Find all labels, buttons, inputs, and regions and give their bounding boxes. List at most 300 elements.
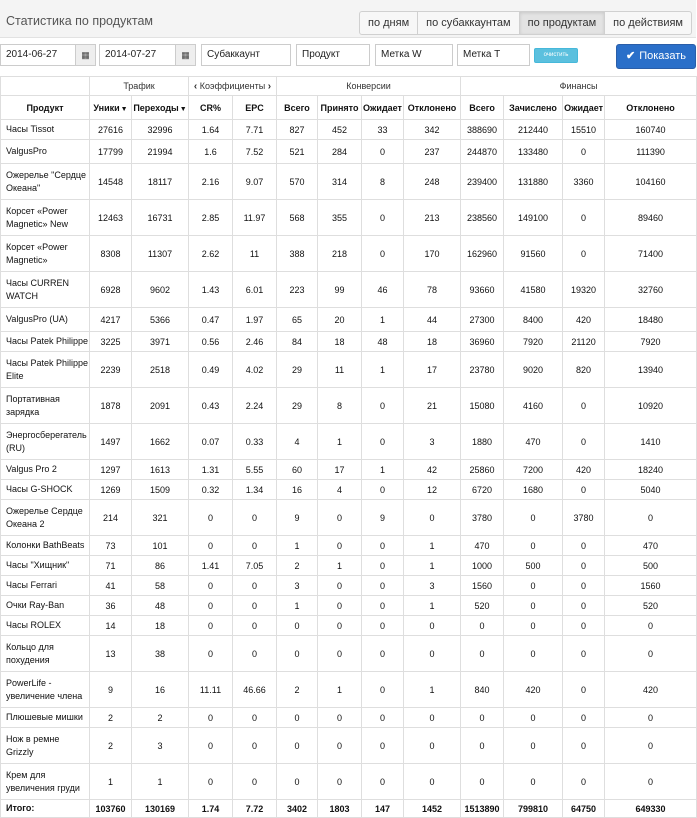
value-cell: 60 (277, 460, 318, 480)
value-cell: 0 (233, 708, 277, 728)
value-cell: 0 (605, 500, 697, 536)
value-cell: 500 (605, 556, 697, 576)
value-cell: 7.71 (233, 120, 277, 140)
product-name-cell: Очки Ray-Ban (1, 596, 90, 616)
table-body (1, 120, 697, 800)
value-cell: 1 (404, 536, 461, 556)
value-cell: 0 (277, 728, 318, 764)
value-cell: 0 (189, 728, 233, 764)
value-cell: 420 (504, 672, 563, 708)
value-cell: 36960 (461, 332, 504, 352)
value-cell: 213 (404, 200, 461, 236)
table-row (1, 120, 697, 140)
value-cell: 0 (404, 500, 461, 536)
show-button[interactable] (616, 44, 696, 69)
value-cell: 0 (563, 596, 605, 616)
value-cell: 0 (563, 480, 605, 500)
value-cell: 0 (504, 764, 563, 800)
value-cell: 3 (404, 424, 461, 460)
col-fin-credited[interactable]: Зачислено (504, 96, 563, 120)
table-row (1, 556, 697, 576)
value-cell: 0 (362, 388, 404, 424)
value-cell: 0 (362, 236, 404, 272)
total-cell: 7.72 (233, 800, 277, 818)
value-cell: 2 (90, 728, 132, 764)
tab-by-days[interactable]: по дням (359, 11, 418, 35)
value-cell: 1 (277, 596, 318, 616)
value-cell: 0 (362, 728, 404, 764)
col-conv-accepted[interactable]: Принято (318, 96, 362, 120)
value-cell: 19320 (563, 272, 605, 308)
value-cell: 46 (362, 272, 404, 308)
value-cell: 1 (404, 596, 461, 616)
table-row (1, 480, 697, 500)
value-cell: 0 (233, 728, 277, 764)
value-cell: 16 (132, 672, 189, 708)
value-cell: 11307 (132, 236, 189, 272)
value-cell: 1.43 (189, 272, 233, 308)
value-cell: 0 (318, 764, 362, 800)
value-cell: 0 (189, 764, 233, 800)
col-uniques[interactable] (90, 96, 132, 120)
value-cell: 0 (605, 708, 697, 728)
col-fin-total[interactable]: Всего (461, 96, 504, 120)
table-row (1, 200, 697, 236)
value-cell: 0 (605, 636, 697, 672)
table-row (1, 332, 697, 352)
product-name-cell: ValgusPro (UA) (1, 308, 90, 332)
subaccount-input[interactable]: Субаккаунт (201, 44, 291, 66)
total-cell: 64750 (563, 800, 605, 818)
value-cell: 0 (404, 616, 461, 636)
value-cell: 25860 (461, 460, 504, 480)
value-cell: 0.47 (189, 308, 233, 332)
group-conversions: Конверсии (277, 77, 461, 96)
clear-button[interactable]: очистить (534, 48, 578, 63)
value-cell: 0 (318, 500, 362, 536)
column-header-row (1, 96, 697, 120)
value-cell: 15080 (461, 388, 504, 424)
value-cell: 0 (563, 536, 605, 556)
value-cell: 0 (189, 500, 233, 536)
value-cell: 0 (362, 200, 404, 236)
total-cell: 1803 (318, 800, 362, 818)
product-name-cell: Нож в ремне Grizzly (1, 728, 90, 764)
stats-table (0, 76, 697, 818)
value-cell: 14548 (90, 164, 132, 200)
value-cell: 0 (318, 596, 362, 616)
group-header-row (1, 77, 697, 96)
sort-desc-icon: ▼ (179, 105, 187, 113)
value-cell: 9602 (132, 272, 189, 308)
value-cell: 0 (563, 672, 605, 708)
value-cell: 18240 (605, 460, 697, 480)
value-cell: 0 (362, 764, 404, 800)
value-cell: 38 (132, 636, 189, 672)
value-cell: 78 (404, 272, 461, 308)
value-cell: 0 (233, 576, 277, 596)
value-cell: 237 (404, 140, 461, 164)
value-cell: 44 (404, 308, 461, 332)
value-cell: 7.52 (233, 140, 277, 164)
product-name-cell: Крем для увеличения груди (1, 764, 90, 800)
value-cell: 0 (563, 424, 605, 460)
product-input[interactable]: Продукт (296, 44, 370, 66)
value-cell: 5.55 (233, 460, 277, 480)
value-cell: 23780 (461, 352, 504, 388)
value-cell: 93660 (461, 272, 504, 308)
total-cell: 1513890 (461, 800, 504, 818)
value-cell: 0 (504, 728, 563, 764)
value-cell: 21994 (132, 140, 189, 164)
value-cell: 11.11 (189, 672, 233, 708)
col-conv-rejected[interactable]: Отклонено (404, 96, 461, 120)
product-name-cell: Часы Tissot (1, 120, 90, 140)
value-cell: 17 (404, 352, 461, 388)
value-cell: 4 (277, 424, 318, 460)
view-tabs (360, 11, 692, 35)
total-cell: 147 (362, 800, 404, 818)
value-cell: 3780 (563, 500, 605, 536)
product-name-cell: Valgus Pro 2 (1, 460, 90, 480)
value-cell: 3 (132, 728, 189, 764)
value-cell: 20 (318, 308, 362, 332)
table-row (1, 536, 697, 556)
value-cell: 0 (318, 708, 362, 728)
col-conv-pending[interactable]: Ожидает (362, 96, 404, 120)
value-cell: 8 (362, 164, 404, 200)
col-product[interactable]: Продукт (1, 96, 90, 120)
col-clicks-label: Переходы (133, 102, 179, 113)
sort-desc-icon: ▼ (120, 105, 128, 113)
value-cell: 0 (318, 728, 362, 764)
value-cell: 470 (605, 536, 697, 556)
value-cell: 0 (362, 616, 404, 636)
value-cell: 6.01 (233, 272, 277, 308)
value-cell: 0 (362, 480, 404, 500)
value-cell: 1878 (90, 388, 132, 424)
value-cell: 48 (362, 332, 404, 352)
value-cell: 4217 (90, 308, 132, 332)
total-cell: 130169 (132, 800, 189, 818)
value-cell: 0 (605, 616, 697, 636)
value-cell: 71 (90, 556, 132, 576)
value-cell: 71400 (605, 236, 697, 272)
tag-w-input[interactable]: Метка W (375, 44, 453, 66)
value-cell: 0 (318, 576, 362, 596)
value-cell: 0 (189, 636, 233, 672)
value-cell: 160740 (605, 120, 697, 140)
value-cell: 452 (318, 120, 362, 140)
value-cell: 0 (404, 636, 461, 672)
product-name-cell: Энергосберегатель (RU) (1, 424, 90, 460)
table-row (1, 140, 697, 164)
value-cell: 3 (404, 576, 461, 596)
product-name-cell: Корсет «Power Magnetic» New (1, 200, 90, 236)
calendar-icon[interactable]: ▦ (76, 44, 96, 66)
value-cell: 0 (504, 636, 563, 672)
table-row (1, 164, 697, 200)
col-fin-pending[interactable]: Ожидает (563, 96, 605, 120)
value-cell: 1410 (605, 424, 697, 460)
value-cell: 212440 (504, 120, 563, 140)
value-cell: 4160 (504, 388, 563, 424)
table-row (1, 616, 697, 636)
table-row (1, 708, 697, 728)
chevron-right-icon[interactable]: › (267, 80, 272, 92)
value-cell: 342 (404, 120, 461, 140)
tab-by-products[interactable]: по продуктам (519, 11, 606, 35)
value-cell: 520 (461, 596, 504, 616)
value-cell: 0 (563, 708, 605, 728)
value-cell: 8400 (504, 308, 563, 332)
value-cell: 73 (90, 536, 132, 556)
show-button-label: Показать (639, 50, 686, 62)
value-cell: 48 (132, 596, 189, 616)
tab-by-actions[interactable]: по действиям (604, 11, 692, 35)
value-cell: 0 (318, 536, 362, 556)
tag-t-input[interactable]: Метка T (457, 44, 530, 66)
value-cell: 84 (277, 332, 318, 352)
value-cell: 0 (362, 556, 404, 576)
value-cell: 42 (404, 460, 461, 480)
value-cell: 840 (461, 672, 504, 708)
chevron-left-icon[interactable]: ‹ (193, 80, 198, 92)
value-cell: 2.16 (189, 164, 233, 200)
value-cell: 0 (233, 616, 277, 636)
value-cell: 16731 (132, 200, 189, 236)
value-cell: 214 (90, 500, 132, 536)
value-cell: 58 (132, 576, 189, 596)
value-cell: 2 (277, 672, 318, 708)
value-cell: 11 (318, 352, 362, 388)
value-cell: 27300 (461, 308, 504, 332)
value-cell: 0 (563, 200, 605, 236)
value-cell: 1613 (132, 460, 189, 480)
value-cell: 16 (277, 480, 318, 500)
total-cell: 649330 (605, 800, 697, 818)
value-cell: 0 (504, 708, 563, 728)
value-cell: 0 (404, 764, 461, 800)
value-cell: 1560 (461, 576, 504, 596)
value-cell: 0.43 (189, 388, 233, 424)
value-cell: 2 (277, 556, 318, 576)
value-cell: 7200 (504, 460, 563, 480)
product-name-cell: Часы Patek Philippe (1, 332, 90, 352)
value-cell: 10920 (605, 388, 697, 424)
value-cell: 470 (461, 536, 504, 556)
value-cell: 17 (318, 460, 362, 480)
value-cell: 820 (563, 352, 605, 388)
value-cell: 239400 (461, 164, 504, 200)
value-cell: 9 (362, 500, 404, 536)
value-cell: 2 (132, 708, 189, 728)
value-cell: 1269 (90, 480, 132, 500)
value-cell: 0 (362, 424, 404, 460)
value-cell: 1.64 (189, 120, 233, 140)
value-cell: 4 (318, 480, 362, 500)
value-cell: 0 (277, 708, 318, 728)
product-name-cell: Плюшевые мишки (1, 708, 90, 728)
value-cell: 99 (318, 272, 362, 308)
value-cell: 9.07 (233, 164, 277, 200)
value-cell: 0 (233, 596, 277, 616)
value-cell: 65 (277, 308, 318, 332)
value-cell: 0 (233, 764, 277, 800)
value-cell: 0.49 (189, 352, 233, 388)
value-cell: 27616 (90, 120, 132, 140)
date-from-input[interactable]: 2014-06-27 (0, 44, 76, 66)
col-uniques-label: Уники (93, 102, 120, 113)
value-cell: 0 (461, 616, 504, 636)
table-row (1, 236, 697, 272)
totals-row (1, 800, 697, 818)
value-cell: 2.62 (189, 236, 233, 272)
value-cell: 46.66 (233, 672, 277, 708)
value-cell: 2518 (132, 352, 189, 388)
value-cell: 9 (277, 500, 318, 536)
value-cell: 1497 (90, 424, 132, 460)
col-epc[interactable]: EPC (233, 96, 277, 120)
value-cell: 5366 (132, 308, 189, 332)
value-cell: 1560 (605, 576, 697, 596)
value-cell: 0 (605, 764, 697, 800)
value-cell: 11 (233, 236, 277, 272)
col-conv-total[interactable]: Всего (277, 96, 318, 120)
value-cell: 388690 (461, 120, 504, 140)
table-row (1, 424, 697, 460)
value-cell: 0 (504, 596, 563, 616)
table-row (1, 728, 697, 764)
group-finance: Финансы (461, 77, 697, 96)
date-to-input[interactable]: 2014-07-27 (99, 44, 176, 66)
value-cell: 18 (132, 616, 189, 636)
value-cell: 162960 (461, 236, 504, 272)
value-cell: 0 (318, 636, 362, 672)
table-row (1, 500, 697, 536)
col-fin-rejected[interactable]: Отклонено (605, 96, 697, 120)
value-cell: 0 (362, 576, 404, 596)
value-cell: 470 (504, 424, 563, 460)
total-cell: 1.74 (189, 800, 233, 818)
value-cell: 131880 (504, 164, 563, 200)
product-name-cell: PowerLife - увеличение члена (1, 672, 90, 708)
value-cell: 1880 (461, 424, 504, 460)
value-cell: 1297 (90, 460, 132, 480)
calendar-icon[interactable]: ▦ (176, 44, 196, 66)
value-cell: 9 (90, 672, 132, 708)
group-traffic: Трафик (90, 77, 189, 96)
tab-by-subaccounts[interactable]: по субаккаунтам (417, 11, 519, 35)
value-cell: 521 (277, 140, 318, 164)
value-cell: 21 (404, 388, 461, 424)
value-cell: 32760 (605, 272, 697, 308)
col-clicks[interactable] (132, 96, 189, 120)
value-cell: 32996 (132, 120, 189, 140)
value-cell: 1662 (132, 424, 189, 460)
value-cell: 1 (318, 672, 362, 708)
value-cell: 388 (277, 236, 318, 272)
value-cell: 41 (90, 576, 132, 596)
value-cell: 1509 (132, 480, 189, 500)
value-cell: 0 (504, 536, 563, 556)
value-cell: 0 (504, 616, 563, 636)
value-cell: 8 (318, 388, 362, 424)
value-cell: 1 (404, 556, 461, 576)
value-cell: 1 (362, 308, 404, 332)
value-cell: 0 (563, 764, 605, 800)
value-cell: 3225 (90, 332, 132, 352)
value-cell: 5040 (605, 480, 697, 500)
value-cell: 86 (132, 556, 189, 576)
value-cell: 0 (563, 140, 605, 164)
value-cell: 0 (277, 764, 318, 800)
value-cell: 3780 (461, 500, 504, 536)
value-cell: 170 (404, 236, 461, 272)
value-cell: 2091 (132, 388, 189, 424)
value-cell: 36 (90, 596, 132, 616)
value-cell: 0 (277, 636, 318, 672)
value-cell: 4.02 (233, 352, 277, 388)
value-cell: 29 (277, 388, 318, 424)
value-cell: 2.24 (233, 388, 277, 424)
group-coeffs[interactable] (189, 77, 277, 96)
value-cell: 0 (563, 556, 605, 576)
value-cell: 9020 (504, 352, 563, 388)
value-cell: 520 (605, 596, 697, 616)
group-empty (1, 77, 90, 96)
value-cell: 0 (318, 616, 362, 636)
value-cell: 1 (362, 352, 404, 388)
value-cell: 568 (277, 200, 318, 236)
value-cell: 1680 (504, 480, 563, 500)
value-cell: 0 (563, 728, 605, 764)
value-cell: 14 (90, 616, 132, 636)
table-row (1, 460, 697, 480)
product-name-cell: Корсет «Power Magnetic» (1, 236, 90, 272)
value-cell: 12463 (90, 200, 132, 236)
value-cell: 0 (563, 616, 605, 636)
value-cell: 111390 (605, 140, 697, 164)
value-cell: 0.32 (189, 480, 233, 500)
value-cell: 11.97 (233, 200, 277, 236)
value-cell: 355 (318, 200, 362, 236)
product-name-cell: Колонки BathBeats (1, 536, 90, 556)
col-cr[interactable]: CR% (189, 96, 233, 120)
value-cell: 15510 (563, 120, 605, 140)
page-title: Статистика по продуктам (6, 14, 153, 28)
product-name-cell: Кольцо для похудения (1, 636, 90, 672)
value-cell: 21120 (563, 332, 605, 352)
product-name-cell: Ожерелье Сердце Океана 2 (1, 500, 90, 536)
product-name-cell: Портативная зарядка (1, 388, 90, 424)
table-row (1, 596, 697, 616)
value-cell: 0 (189, 616, 233, 636)
value-cell: 0 (189, 596, 233, 616)
value-cell: 1.97 (233, 308, 277, 332)
value-cell: 827 (277, 120, 318, 140)
value-cell: 33 (362, 120, 404, 140)
value-cell: 2239 (90, 352, 132, 388)
value-cell: 18480 (605, 308, 697, 332)
total-cell: 103760 (90, 800, 132, 818)
value-cell: 0 (362, 636, 404, 672)
table-row (1, 272, 697, 308)
value-cell: 0 (189, 708, 233, 728)
product-name-cell: Часы G-SHOCK (1, 480, 90, 500)
value-cell: 0 (233, 636, 277, 672)
value-cell: 238560 (461, 200, 504, 236)
